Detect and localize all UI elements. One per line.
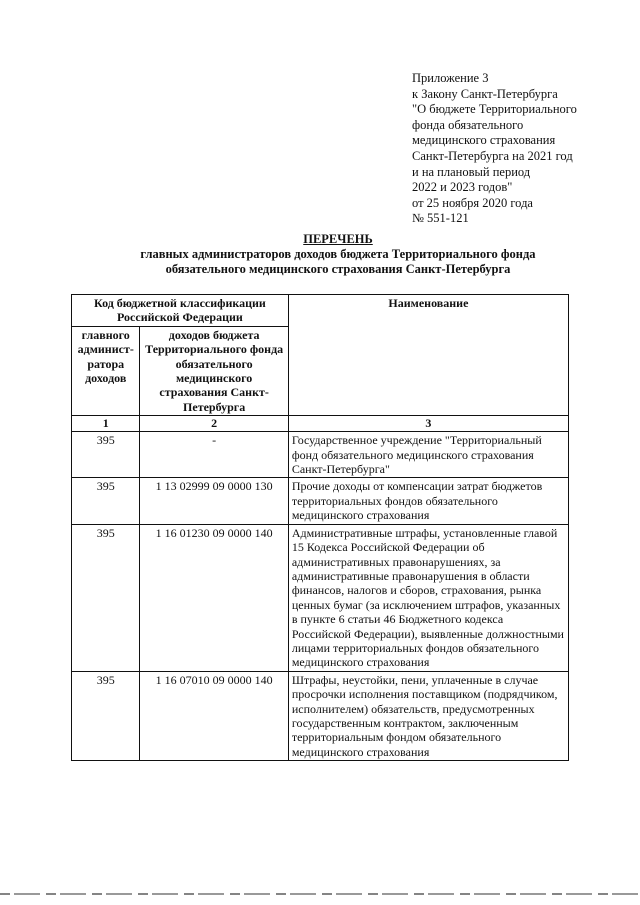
- document-heading: [60, 232, 616, 277]
- table-row: [72, 478, 569, 524]
- admin-code: 395: [72, 671, 140, 760]
- revenue-code: 1 16 01230 09 0000 140: [140, 524, 288, 671]
- column-number: 1: [72, 416, 140, 432]
- annex-line: № 551-121: [412, 211, 469, 226]
- revenue-code: 1 13 02999 09 0000 130: [140, 478, 288, 524]
- annex-line: фонда обязательного: [412, 117, 524, 132]
- annex-line: Санкт-Петербурга на 2021 год: [412, 148, 573, 163]
- annex-line: от 25 ноября 2020 года: [412, 195, 533, 210]
- revenue-name: Государственное учреждение "Территориальный фонд обязательного медицинского страхования Санкт-Петербурга": [288, 432, 568, 478]
- heading-line-2: обязательного медицинского страхования Санкт-Петербурга: [165, 262, 511, 276]
- annex-line: медицинского страхования: [412, 133, 556, 148]
- annex-line: Приложение 3: [412, 71, 489, 85]
- revenue-name: Прочие доходы от компенсации затрат бюджетов территориальных фондов обязательного медицинского страхования: [288, 478, 568, 524]
- annex-line: "О бюджете Территориального: [412, 102, 577, 117]
- heading-line-1: главных администраторов доходов бюджета Территориального фонда: [140, 247, 536, 261]
- table-row: [72, 671, 569, 760]
- column-number: 3: [288, 416, 568, 432]
- revenue-code: -: [140, 432, 288, 478]
- document-title: ПЕРЕЧЕНЬ: [303, 232, 373, 246]
- annex-line: к Закону Санкт-Петербурга: [412, 86, 558, 101]
- admin-code: 395: [72, 478, 140, 524]
- revenue-code: 1 16 07010 09 0000 140: [140, 671, 288, 760]
- revenue-name: Штрафы, неустойки, пени, уплаченные в случае просрочки исполнения поставщиком (подрядчиком, исполнителем) обязательств, предусмотренных государственным контрактом, заключенным территориальным фондом обязательного медицинского страхования: [288, 671, 568, 760]
- admin-code: 395: [72, 524, 140, 671]
- annex-block: [412, 71, 622, 227]
- admin-code: 395: [72, 432, 140, 478]
- header-main-administrator: главного админист-ратора доходов: [72, 326, 140, 415]
- column-number: 2: [140, 416, 288, 432]
- table-row: [72, 524, 569, 671]
- annex-line: и на плановый период: [412, 164, 531, 179]
- header-name: Наименование: [288, 295, 568, 416]
- header-classification-code: Код бюджетной классификации Российской Федерации: [72, 295, 289, 327]
- header-fund-revenue: доходов бюджета Территориального фонда обязательного медицинского страхования Санкт-Петербурга: [140, 326, 288, 415]
- revenue-administrators-table: [71, 294, 569, 761]
- annex-line: 2022 и 2023 годов": [412, 180, 513, 195]
- revenue-name: Административные штрафы, установленные главой 15 Кодекса Российской Федерации об административных правонарушениях, за административные правонарушения в области финансов, налогов и сборов, страхования, рынка ценных бумаг (за исключением штрафов, указанных в пункте 6 статьи 46 Бюджетного кодекса Российской Федерации), выявленные должностными лицами территориальных фондов обязательного медицинского страхования: [288, 524, 568, 671]
- table-row: [72, 432, 569, 478]
- scan-artifact-line: [0, 893, 640, 895]
